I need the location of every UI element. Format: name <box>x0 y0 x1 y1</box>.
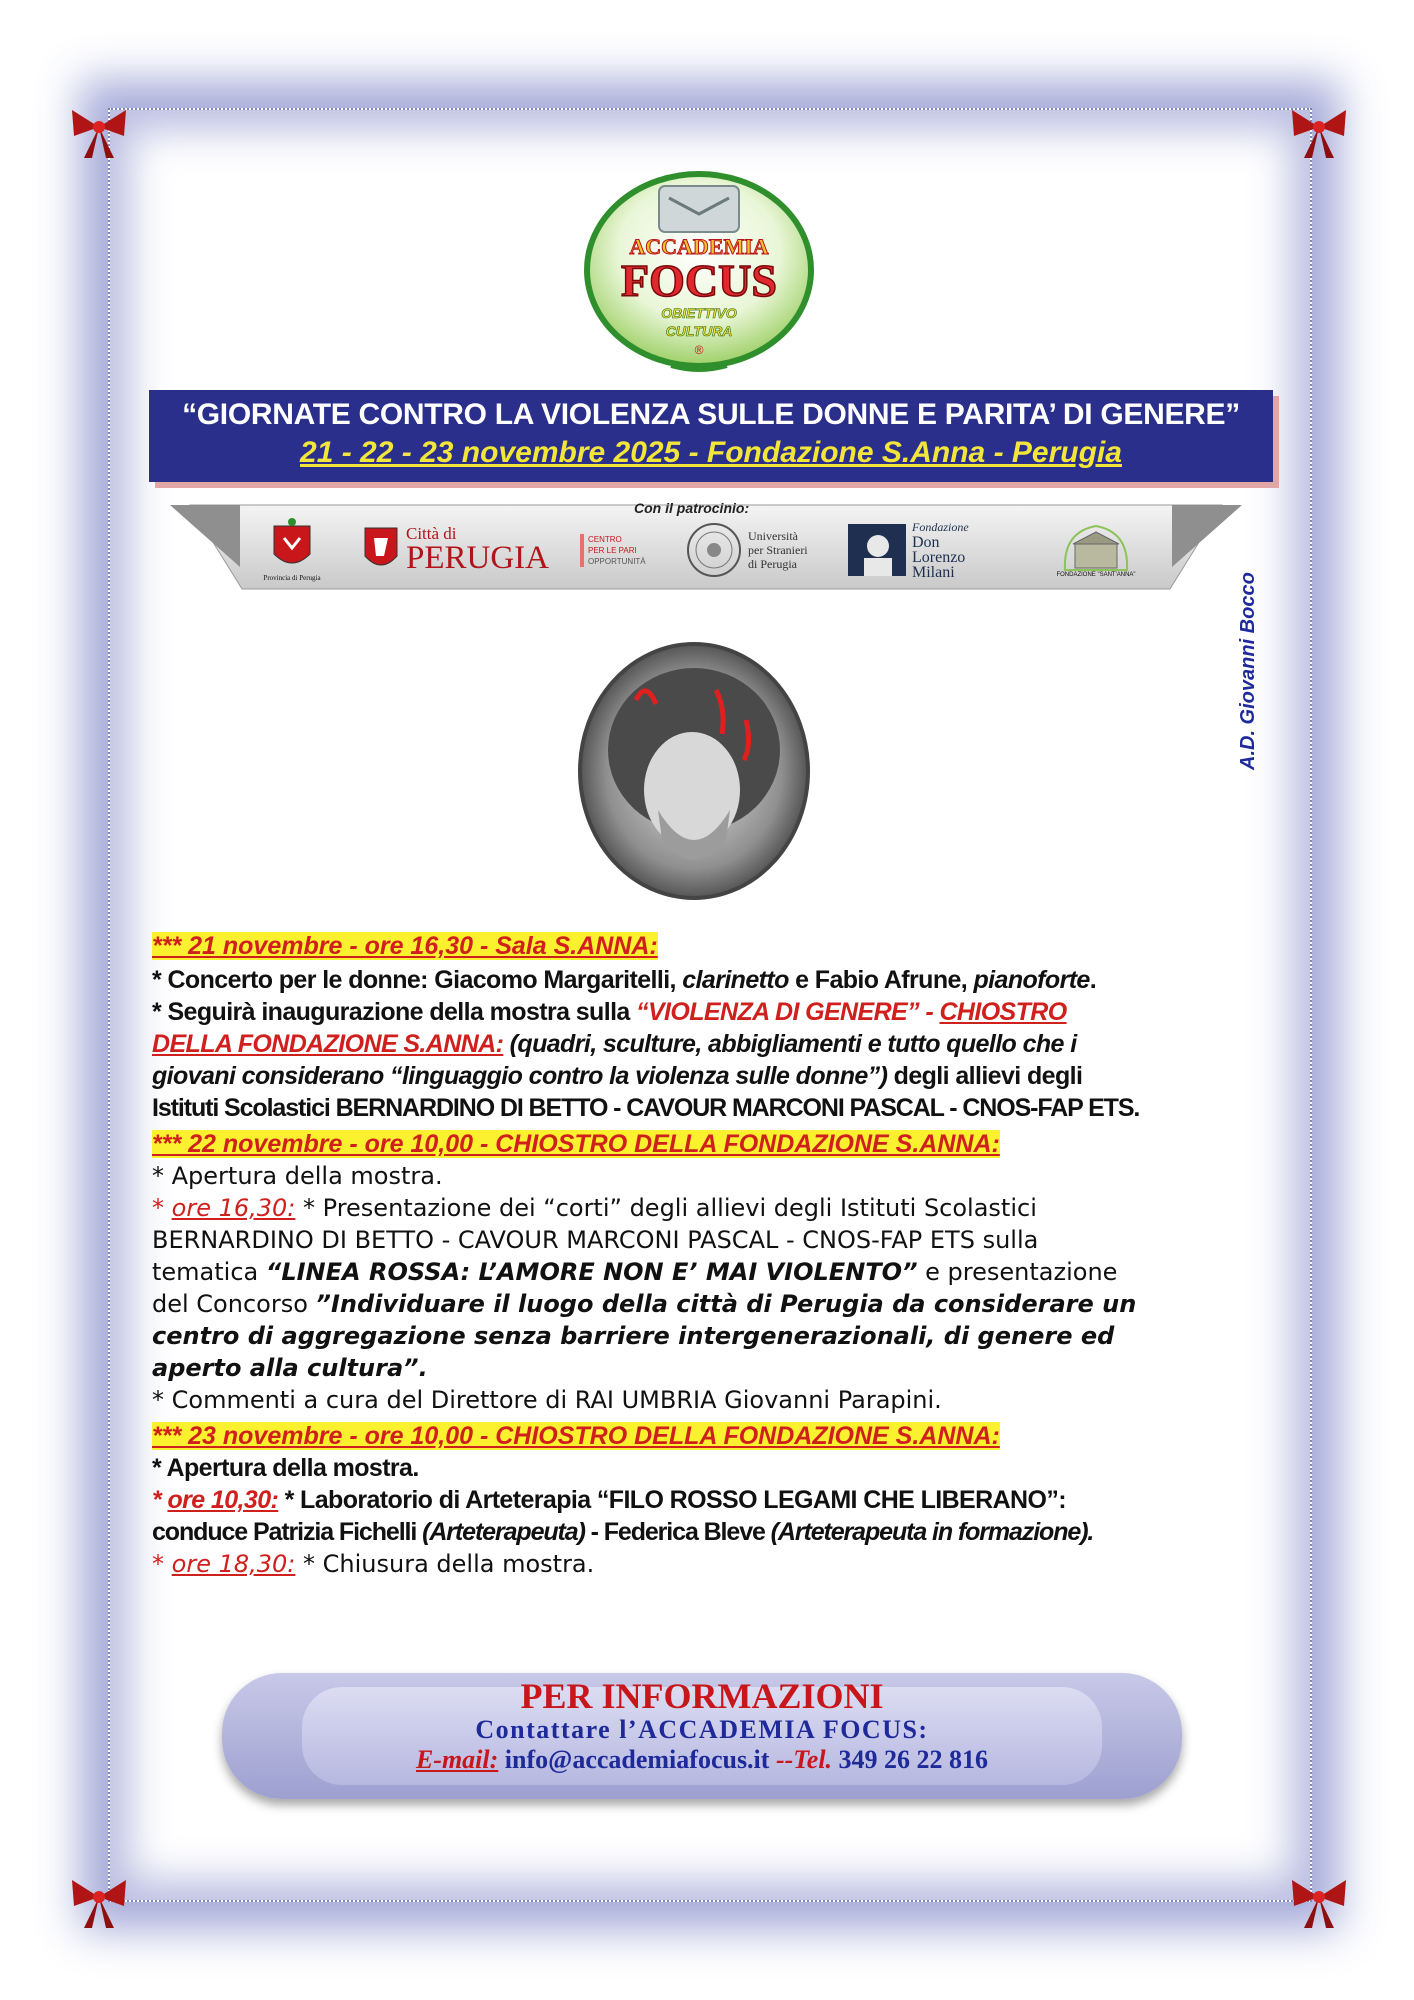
centro-line3: OPPORTUNITÀ <box>588 556 646 566</box>
day3-line2: * ore 10,30: * Laboratorio di Arteterapia “FILO ROSSO LEGAMI CHE LIBERANO”: <box>152 1486 1066 1514</box>
day1-line2: * Seguirà inaugurazione della mostra sulla “VIOLENZA DI GENERE” - CHIOSTRO <box>152 998 1067 1026</box>
day2-heading: *** 22 novembre - ore 10,00 - CHIOSTRO DELLA FONDAZIONE S.ANNA: <box>152 1130 1000 1158</box>
title-banner <box>149 390 1273 482</box>
separator: -- <box>775 1745 794 1774</box>
program-section <box>152 930 1270 1580</box>
email-label: E-mail: <box>415 1745 499 1774</box>
art-director-credit <box>1226 520 1266 780</box>
day1-heading: *** 21 novembre - ore 16,30 - Sala S.ANNA: <box>152 932 658 960</box>
fondazione-line2: Don <box>912 534 940 551</box>
provincia-label: Provincia di Perugia <box>263 574 321 582</box>
day1-line4: giovani considerano “linguaggio contro la violenza sulle donne”) degli allievi degli <box>152 1062 1083 1090</box>
event-title: “GIORNATE CONTRO LA VIOLENZA SULLE DONNE E PARITA’ DI GENERE” <box>182 398 1240 431</box>
fondazione-sanna-logo <box>1046 510 1146 590</box>
day2-line8: * Commenti a cura del Direttore di RAI UMBRIA Giovanni Parapini. <box>152 1386 942 1414</box>
accademia-focus-logo <box>581 170 817 380</box>
day1-line5: Istituti Scolastici BERNARDINO DI BETTO - CAVOUR MARCONI PASCAL - CNOS-FAP ETS. <box>152 1094 1140 1122</box>
bow-ribbon-icon <box>1284 1862 1354 1932</box>
tel-label: Tel. <box>793 1745 833 1774</box>
day3-line4: * ore 18,30: * Chiusura della mostra. <box>152 1550 595 1578</box>
universita-line1: Università <box>748 529 798 543</box>
portrait-photo-icon <box>848 524 906 576</box>
bow-ribbon-icon <box>64 92 134 162</box>
perugia-label: PERUGIA <box>406 540 550 576</box>
event-dates: 21 - 22 - 23 novembre 2025 - Fondazione S.Anna - Perugia <box>300 436 1122 469</box>
phone-number[interactable]: 349 26 22 816 <box>832 1745 989 1774</box>
day2-line6: centro di aggregazione senza barriere intergenerazionali, di genere ed <box>152 1322 1115 1350</box>
fondazione-don-milani-logo <box>848 510 1018 590</box>
artwork-portrait <box>576 640 812 902</box>
coat-of-arms-icon <box>270 518 314 574</box>
building-icon <box>1059 522 1133 572</box>
info-title: PER INFORMAZIONI <box>520 1676 884 1716</box>
logo-registered-mark: ® <box>694 343 704 357</box>
university-seal-icon <box>686 522 742 578</box>
bow-ribbon-icon <box>1284 92 1354 162</box>
citta-di-label: Città di <box>406 524 457 543</box>
fondazione-line3: Lorenzo <box>912 549 966 566</box>
info-contact: Contattare l’ACCADEMIA FOCUS: <box>475 1715 929 1744</box>
day2-line1: * Apertura della mostra. <box>152 1162 443 1190</box>
logo-line1: ACCADEMIA <box>629 234 769 259</box>
credit-text: A.D. Giovanni Bocco <box>1237 572 1259 770</box>
info-box <box>222 1673 1182 1799</box>
fondazione-line4: Milani <box>912 564 955 581</box>
logo-line2: FOCUS <box>621 255 777 306</box>
day2-line2: * ore 16,30: * Presentazione dei “corti” degli allievi degli Istituti Scolastici <box>152 1194 1037 1222</box>
citta-perugia-logo <box>362 510 562 590</box>
centro-pari-opportunita-logo <box>580 510 660 590</box>
bow-ribbon-icon <box>64 1862 134 1932</box>
griffin-shield-icon <box>362 522 400 578</box>
day1-line1: * Concerto per le donne: Giacomo Margaritelli, clarinetto e Fabio Afrune, pianoforte. <box>152 966 1097 994</box>
universita-line3: di Perugia <box>748 557 797 571</box>
logo-line3: OBIETTIVO <box>661 305 737 321</box>
logo-line4: CULTURA <box>665 323 733 339</box>
day2-line5: del Concorso ”Individuare il luogo della città di Perugia da considerare un <box>152 1290 1137 1318</box>
sanna-label: FONDAZIONE "SANT'ANNA" <box>1056 572 1136 578</box>
day2-line4: tematica “LINEA ROSSA: L’AMORE NON E’ MAI VIOLENTO” e presentazione <box>152 1258 1118 1286</box>
email-link[interactable]: info@accademiafocus.it <box>498 1745 776 1774</box>
centro-line1: CENTRO <box>588 534 622 544</box>
day3-line1: * Apertura della mostra. <box>152 1454 419 1482</box>
day3-heading: *** 23 novembre - ore 10,00 - CHIOSTRO DELLA FONDAZIONE S.ANNA: <box>152 1422 1000 1450</box>
day3-line3: conduce Patrizia Fichelli (Arteterapeuta) - Federica Bleve (Arteterapeuta in formazione). <box>152 1518 1094 1546</box>
day2-line7: aperto alla cultura”. <box>152 1354 428 1382</box>
day2-line3: BERNARDINO DI BETTO - CAVOUR MARCONI PASCAL - CNOS-FAP ETS sulla <box>152 1226 1039 1254</box>
provincia-perugia-logo <box>256 510 328 590</box>
day1-line3: DELLA FONDAZIONE S.ANNA: (quadri, sculture, abbigliamenti e tutto quello che i <box>152 1030 1077 1058</box>
info-contacts-line <box>222 1745 1182 1775</box>
centro-line2: PER LE PARI <box>588 545 637 555</box>
fondazione-line1: Fondazione <box>912 520 969 534</box>
universita-line2: per Stranieri <box>748 543 808 557</box>
universita-stranieri-logo <box>686 510 836 590</box>
patronage-label: Con il patrocinio: <box>634 500 750 516</box>
